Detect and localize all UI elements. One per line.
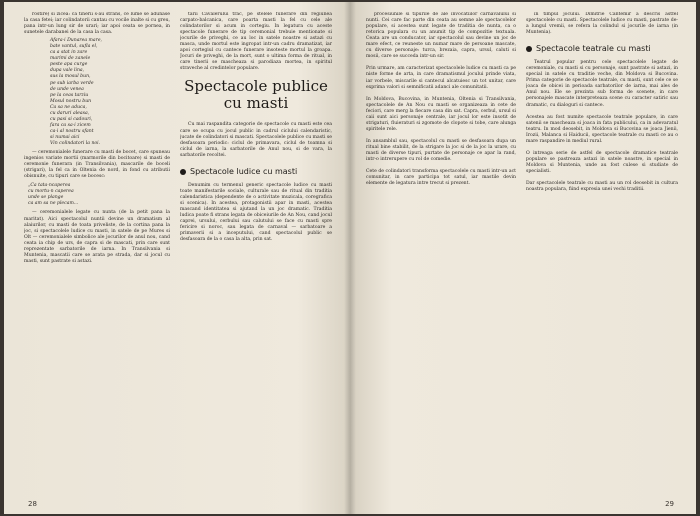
left-page (4, 2, 350, 514)
paragraph: Cu mai raspandita categorie de spectacole cu masti este cea care se ocupa cu jocul public in cadrul ciclului calendaristic, jucate de colindatori si mascati. Spectacolele publice cu masti se desfasoara periodic: ciclul de primavara, ciclul de toamna si ciclul de iarna, la sarbatorile de Anul nou, si de vara, la sarbatorile recoltei. (180, 122, 332, 158)
left-column-2 (180, 12, 332, 492)
poem-line: Mosul nostru bun (50, 98, 92, 104)
paragraph: — ceremonialele funerare cu masti de bocet, care spuneau ingenios variate mortii (marmorile din bocitoare) si masti de ceremonie funerara (in Transilvania), mascarile de boceli (strigari), la fel ca in Oltenia de nord, in fond cu atributii obisnuite, cu tipuri care se bocesc: (24, 150, 170, 180)
poem-line: bate vantul, sufla el, (50, 44, 98, 50)
paragraph: procesiunile si tipurile de ale invocatiilor carnavalului si nunti. Cei care fac parte din ceata au semne ale spectacolelor populare, si acestea sunt legate de traditia de nunta, ca o retorica populara cu un anumit tip de compozitie textuala. Ceata are un conducator, iar spectacolul sau devine un joc de mare efect, ce reuneste un numar mare de persoane mascate, cu diverse personaje: turca, brezaia, capra, ursul, caluti si mosii, care se succeda intr-un sir. Prin urmare, am caracterizat spectacolele ludice cu masti ca pe niste forme de arta, in care dramatismul jocului prinde viata, iar vorbele, miscarile si cantecul alcatuiesc un tot unitar, care exprima valori si semnificatii adanci ale comunitatii. In Moldova, Bucovina, in Muntenia, Oltenia si Transilvania, spectacolele de An Nou cu masti se organizeaza in cete de feciori, care merg la fiecare casa din sat. Capra, cerbul, ursul si caii sunt aici personaje centrale, iar jocul lor este insotit de strigaturi, fluieraturi si zgomote de clopote si tobe, care alunga spiritele rele. In ansamblul sau, spectacolul cu masti se desfasoara dupa un ritual bine stabilit, de la strigare la joc si de la joc la urare, cu masti de diverse tipuri, purtate de personaje ce apar la rand, intr-o intrerupere cu rol de comedie. Cete de colindatori transforma spectacolele cu masti intr-un act comunitar, in care participa tot satul, iar mastile devin elemente de legatura intre trecut si prezent. (366, 12, 516, 187)
right-column-2 (526, 12, 678, 492)
page-number: 29 (665, 500, 674, 508)
section-heading (526, 44, 678, 54)
paragraph: Teatrul popular pentru cele spectacolele legate de ceremoniale, cu masti si cu personaje, sunt pastrate si astazi, in special in satele cu traditie veche, din Moldova si Bucovina. Prima categorie de spectacole teatrale, cu masti, sunt cele ce se joaca de obicei in perioada sarbatorilor de iarna, mai ales de Anul nou. Ele se prezinta sub forma de scenete, in care personajele mascate interpreteaza scene cu caracter satiric sau dramatic, cu dialoguri si cantece. Acestea au fost numite spectacole teatrale populare, in care satenii se mascheaza si joaca in fata publicului, ca in adevaratul teatru. In mod deosebit, in Moldova si Bucovina se joaca Jienii, Irozii, Malanca si Haiducii, spectacole teatrale cu masti ce au o mare raspandire in mediul rural. O intreaga serie de astfel de spectacole dramatice teatrale populare se pastreaza astazi in satele noastre, in special in Moldova si Muntenia, unde au fost culese si studiate de specialisti. Dar spectacolele teatrale cu masti au un rol deosebit in cultura noastra populara, fiind expresia unei vechi traditii. (526, 60, 678, 193)
poem-line: cu pasi si cadouri, (50, 116, 93, 122)
page-number: 28 (28, 500, 37, 508)
left-column-1 (24, 12, 170, 492)
right-page (350, 2, 696, 514)
paragraph: rostire) si zicea: ca tinerii s-au strans, ce lume se adunase la casa fetei; iar colindatorii cantau cu vocile inalte si cu greu, pana intr-un lung sir de urari; iar apoi ceata se pornea, in sunetele darabanei de la casa la casa. (24, 12, 170, 36)
poem-line: si numai aici (50, 134, 80, 140)
poem-line: pe sub iarba verde (50, 80, 94, 86)
bullet-icon (526, 46, 532, 52)
right-column-1 (366, 12, 516, 492)
poem-line: unde se plange (28, 195, 64, 201)
book-spread (4, 2, 696, 514)
book-gutter (344, 2, 356, 514)
poem-line: fara ca sa-i zicem (50, 122, 91, 128)
paragraph: Denumim cu termenul generic spectacole ludice cu masti toate manifestarile sociale, culturale sau de ritual din traditia calendaristica (dependente de o activitate muzicala, coregrafica si scenica). In acestea, protagonistii apar in masti, acestea mascand identitatea si ajutand la un joc dramatic. Traditia ludica poate fi strans legata de obiceiurile de An Nou, cand jocul caprei, ursului, cerbului sau calutului se face cu masti spre fericire si noroc, sau legata de carnaval — sarbatoare a primaverii si a inceputului, cand spectacolul public se desfasoara de la o casa la alta, prin sat. (180, 182, 332, 243)
poem-line: „Ca tata-ncaperea (28, 183, 71, 189)
poem-line: sus la mosul bun, (50, 74, 91, 80)
section-heading-label: Spectacole ludice cu masti (190, 166, 298, 176)
poem-line: pe la ceas tarziu (50, 92, 89, 98)
poem-line: ca-i al nostru sfant (50, 128, 94, 134)
paragraph: in timpul jocului. Dimitrie Cantemir a descris astfel spectacolele cu masti. Spectacolele ludice cu masti, pastrate de-a lungul vremii, se refera la colindul si jocurile de iarna (in Muntenia). (526, 12, 678, 36)
poem-block (24, 38, 170, 147)
poem-line: ca am sa ne plecam... (28, 201, 79, 207)
poem-line: Vin colindatori la noi. (50, 140, 101, 146)
bullet-icon (180, 169, 186, 175)
poem-line: peste apa curge (50, 62, 88, 68)
poem-line: de unde venea (50, 86, 84, 92)
poem-line: ca a stat in zare (50, 50, 88, 56)
poem-line: Afara-i Dunarea mare, (50, 38, 103, 44)
poem-block (24, 183, 170, 207)
poem-line: Ca sa ne aduca, (50, 104, 87, 110)
poem-line: cu daruri aleasa, (50, 110, 90, 116)
paragraph: — ceremonialele legate cu nunta (de la petit pana la maritat). Aici spectacolul nuntii devine un dramatism al alaiurilor, cu masti de toata priveliste, de la cortina pana la joc, si spectacolele ludice cu masti, in satele de pe Mures si Olt — ceremonialele simbolice ale jocurilor de anul nou, cand ceata ia chip de urs, de capra si de mascati, prin care sunt reprezentate sarbatorile de iarna. In Transilvania si Muntenia, mascatii care se arata pe strada, dar si jocul cu masti, sunt pastrate si astazi. (24, 210, 170, 264)
section-heading (180, 167, 332, 177)
paragraph: tarii Cavalerului trac, pe stelele funerare din regiunea carpato-balcanica, care poarta masti la fel cu cele ale colindatorilor si acum in cortegiu. In legatura cu aceste spectacole funerare de tip ceremonial trebuie mentionate si jocurile de priveghi, ce au loc in satele noastre si astazi cu masca, unde mortul este ingropat intr-un cadru dramatizat, iar apoi cortegiul cu cantece funerare insoteste mortul la groapa. Jocuri de priveghi, de la mort, sunt o ultima forma de ritual, in care tinerii se mascheaza si parodiaza mortea, in spiritul straveche al credintelor populare. (180, 12, 332, 72)
section-title: Spectacole publice cu masti (184, 77, 328, 113)
poem-line: marimi de zanele (50, 56, 91, 62)
poem-line: cu mortu-n caperea (28, 189, 74, 195)
section-heading-label: Spectacole teatrale cu masti (536, 44, 651, 54)
poem-line: dupa vale lina, (50, 68, 85, 74)
